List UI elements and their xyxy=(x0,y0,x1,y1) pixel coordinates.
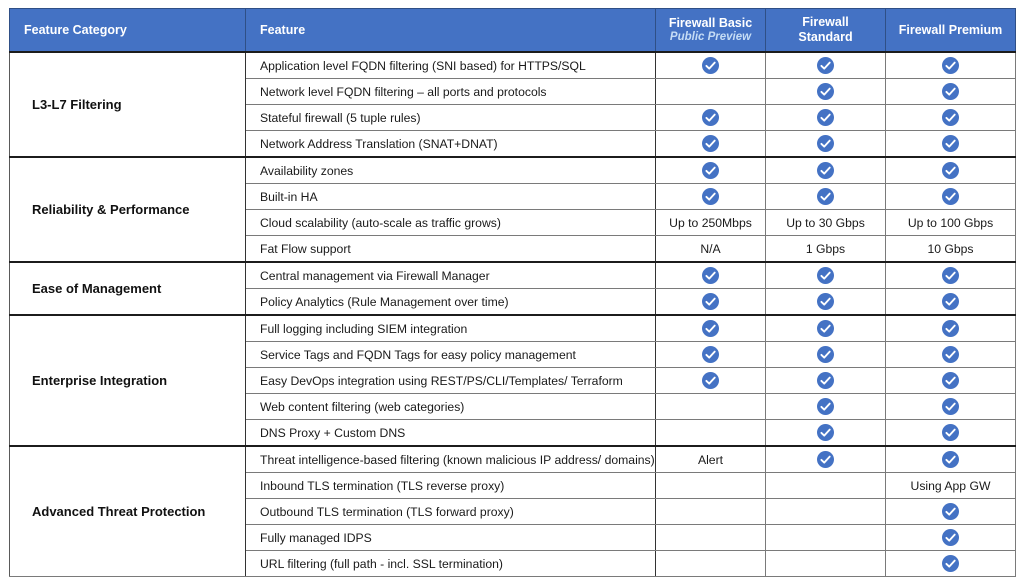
support-cell-firewall-standard xyxy=(766,315,886,342)
support-cell-firewall-premium xyxy=(886,525,1016,551)
feature-category-cell: Enterprise Integration xyxy=(10,315,246,446)
support-cell-firewall-standard xyxy=(766,473,886,499)
column-header-firewall-standard xyxy=(766,9,886,53)
support-value-text: Up to 30 Gbps xyxy=(786,215,865,230)
header-row xyxy=(10,9,1016,53)
support-cell-firewall-basic xyxy=(656,446,766,473)
support-cell-firewall-standard xyxy=(766,446,886,473)
check-circle-icon xyxy=(942,293,959,310)
support-cell-firewall-standard xyxy=(766,210,886,236)
table-header xyxy=(10,9,1016,53)
check-circle-icon xyxy=(702,135,719,152)
support-cell-firewall-standard xyxy=(766,184,886,210)
feature-name-cell: Fat Flow support xyxy=(246,236,656,263)
check-circle-icon xyxy=(942,83,959,100)
check-circle-icon xyxy=(942,451,959,468)
support-cell-firewall-standard xyxy=(766,131,886,158)
support-cell-firewall-basic xyxy=(656,499,766,525)
support-cell-firewall-basic xyxy=(656,131,766,158)
column-header-feature-category xyxy=(10,9,246,53)
check-circle-icon xyxy=(942,372,959,389)
check-circle-icon xyxy=(702,320,719,337)
feature-name-cell: Central management via Firewall Manager xyxy=(246,262,656,289)
check-circle-icon xyxy=(817,372,834,389)
feature-name-cell: Easy DevOps integration using REST/PS/CLI/Templates/ Terraform xyxy=(246,368,656,394)
support-cell-firewall-standard xyxy=(766,551,886,577)
feature-name-cell: Web content filtering (web categories) xyxy=(246,394,656,420)
support-cell-firewall-standard xyxy=(766,499,886,525)
support-value-text: 10 Gbps xyxy=(927,241,974,256)
table-row xyxy=(10,315,1016,342)
support-value-text: 1 Gbps xyxy=(805,241,846,256)
column-header-feature xyxy=(246,9,656,53)
feature-category-cell: L3-L7 Filtering xyxy=(10,52,246,157)
support-cell-firewall-premium xyxy=(886,394,1016,420)
feature-name-cell: Application level FQDN filtering (SNI based) for HTTPS/SQL xyxy=(246,52,656,79)
check-circle-icon xyxy=(702,372,719,389)
column-header-feature-label: Feature xyxy=(260,22,306,37)
check-circle-icon xyxy=(817,57,834,74)
column-header-firewall-basic xyxy=(656,9,766,53)
feature-category-cell: Reliability & Performance xyxy=(10,157,246,262)
check-circle-icon xyxy=(942,162,959,179)
support-cell-firewall-basic xyxy=(656,394,766,420)
check-circle-icon xyxy=(942,529,959,546)
feature-name-cell: Built-in HA xyxy=(246,184,656,210)
check-circle-icon xyxy=(817,188,834,205)
support-cell-firewall-premium xyxy=(886,315,1016,342)
support-cell-firewall-basic xyxy=(656,184,766,210)
check-circle-icon xyxy=(817,424,834,441)
support-cell-firewall-premium xyxy=(886,499,1016,525)
support-cell-firewall-standard xyxy=(766,52,886,79)
feature-category-cell: Advanced Threat Protection xyxy=(10,446,246,577)
check-circle-icon xyxy=(817,267,834,284)
support-cell-firewall-premium xyxy=(886,210,1016,236)
column-header-firewall-basic-sublabel: Public Preview xyxy=(669,30,752,43)
feature-name-cell: Stateful firewall (5 tuple rules) xyxy=(246,105,656,131)
support-cell-firewall-premium xyxy=(886,342,1016,368)
support-value-text: Alert xyxy=(697,452,724,467)
support-cell-firewall-basic xyxy=(656,236,766,263)
check-circle-icon xyxy=(942,267,959,284)
check-circle-icon xyxy=(942,398,959,415)
support-cell-firewall-premium xyxy=(886,184,1016,210)
check-circle-icon xyxy=(702,267,719,284)
check-circle-icon xyxy=(942,320,959,337)
support-cell-firewall-premium xyxy=(886,473,1016,499)
check-circle-icon xyxy=(817,162,834,179)
column-header-firewall-standard-label-line1: Firewall xyxy=(802,15,849,30)
support-cell-firewall-premium xyxy=(886,446,1016,473)
support-cell-firewall-standard xyxy=(766,368,886,394)
check-circle-icon xyxy=(817,293,834,310)
check-circle-icon xyxy=(942,109,959,126)
check-circle-icon xyxy=(942,555,959,572)
support-cell-firewall-standard xyxy=(766,289,886,316)
column-header-firewall-premium xyxy=(886,9,1016,53)
check-circle-icon xyxy=(817,451,834,468)
support-cell-firewall-premium xyxy=(886,105,1016,131)
support-cell-firewall-premium xyxy=(886,236,1016,263)
feature-name-cell: Threat intelligence-based filtering (known malicious IP address/ domains) xyxy=(246,446,656,473)
check-circle-icon xyxy=(702,162,719,179)
feature-name-cell: DNS Proxy + Custom DNS xyxy=(246,420,656,447)
support-cell-firewall-premium xyxy=(886,131,1016,158)
column-header-firewall-standard-label-line2: Standard xyxy=(798,30,853,44)
feature-name-cell: Fully managed IDPS xyxy=(246,525,656,551)
column-header-firewall-basic-label: Firewall Basic xyxy=(668,15,753,30)
support-cell-firewall-standard xyxy=(766,525,886,551)
feature-name-cell: Network level FQDN filtering – all ports and protocols xyxy=(246,79,656,105)
check-circle-icon xyxy=(942,135,959,152)
check-circle-icon xyxy=(942,503,959,520)
column-header-feature-category-label: Feature Category xyxy=(24,22,127,37)
feature-name-cell: Inbound TLS termination (TLS reverse proxy) xyxy=(246,473,656,499)
feature-name-cell: Full logging including SIEM integration xyxy=(246,315,656,342)
feature-name-cell: Cloud scalability (auto-scale as traffic grows) xyxy=(246,210,656,236)
support-cell-firewall-basic xyxy=(656,420,766,447)
support-cell-firewall-basic xyxy=(656,473,766,499)
support-cell-firewall-standard xyxy=(766,420,886,447)
feature-name-cell: Availability zones xyxy=(246,157,656,184)
support-cell-firewall-premium xyxy=(886,289,1016,316)
support-cell-firewall-basic xyxy=(656,157,766,184)
support-cell-firewall-standard xyxy=(766,157,886,184)
support-cell-firewall-basic xyxy=(656,262,766,289)
firewall-sku-comparison-table xyxy=(9,8,1016,577)
support-value-text: Using App GW xyxy=(910,478,991,493)
support-value-text: N/A xyxy=(700,241,721,256)
support-cell-firewall-standard xyxy=(766,236,886,263)
check-circle-icon xyxy=(817,320,834,337)
support-cell-firewall-basic xyxy=(656,52,766,79)
check-circle-icon xyxy=(702,346,719,363)
feature-category-cell: Ease of Management xyxy=(10,262,246,315)
feature-name-cell: Service Tags and FQDN Tags for easy policy management xyxy=(246,342,656,368)
check-circle-icon xyxy=(942,188,959,205)
feature-name-cell: Network Address Translation (SNAT+DNAT) xyxy=(246,131,656,158)
support-cell-firewall-standard xyxy=(766,394,886,420)
support-cell-firewall-basic xyxy=(656,368,766,394)
support-cell-firewall-basic xyxy=(656,342,766,368)
check-circle-icon xyxy=(817,346,834,363)
table-row xyxy=(10,157,1016,184)
support-cell-firewall-standard xyxy=(766,262,886,289)
support-cell-firewall-standard xyxy=(766,79,886,105)
support-cell-firewall-premium xyxy=(886,79,1016,105)
check-circle-icon xyxy=(942,346,959,363)
support-cell-firewall-basic xyxy=(656,289,766,316)
support-cell-firewall-basic xyxy=(656,315,766,342)
feature-name-cell: Outbound TLS termination (TLS forward proxy) xyxy=(246,499,656,525)
check-circle-icon xyxy=(817,398,834,415)
feature-name-cell: Policy Analytics (Rule Management over time) xyxy=(246,289,656,316)
support-cell-firewall-premium xyxy=(886,157,1016,184)
support-cell-firewall-basic xyxy=(656,210,766,236)
support-cell-firewall-premium xyxy=(886,420,1016,447)
support-cell-firewall-premium xyxy=(886,551,1016,577)
support-value-text: Up to 250Mbps xyxy=(669,215,752,230)
support-cell-firewall-basic xyxy=(656,551,766,577)
check-circle-icon xyxy=(817,83,834,100)
check-circle-icon xyxy=(942,424,959,441)
table-row xyxy=(10,52,1016,79)
column-header-firewall-premium-label: Firewall Premium xyxy=(898,22,1003,37)
support-cell-firewall-standard xyxy=(766,342,886,368)
support-cell-firewall-premium xyxy=(886,52,1016,79)
table-row xyxy=(10,262,1016,289)
check-circle-icon xyxy=(942,57,959,74)
check-circle-icon xyxy=(702,57,719,74)
support-cell-firewall-basic xyxy=(656,79,766,105)
table-row xyxy=(10,446,1016,473)
check-circle-icon xyxy=(702,188,719,205)
check-circle-icon xyxy=(702,293,719,310)
check-circle-icon xyxy=(702,109,719,126)
support-cell-firewall-premium xyxy=(886,368,1016,394)
table-body xyxy=(10,52,1016,577)
support-value-text: Up to 100 Gbps xyxy=(907,215,994,230)
support-cell-firewall-standard xyxy=(766,105,886,131)
feature-name-cell: URL filtering (full path - incl. SSL termination) xyxy=(246,551,656,577)
check-circle-icon xyxy=(817,109,834,126)
support-cell-firewall-premium xyxy=(886,262,1016,289)
support-cell-firewall-basic xyxy=(656,105,766,131)
support-cell-firewall-basic xyxy=(656,525,766,551)
check-circle-icon xyxy=(817,135,834,152)
